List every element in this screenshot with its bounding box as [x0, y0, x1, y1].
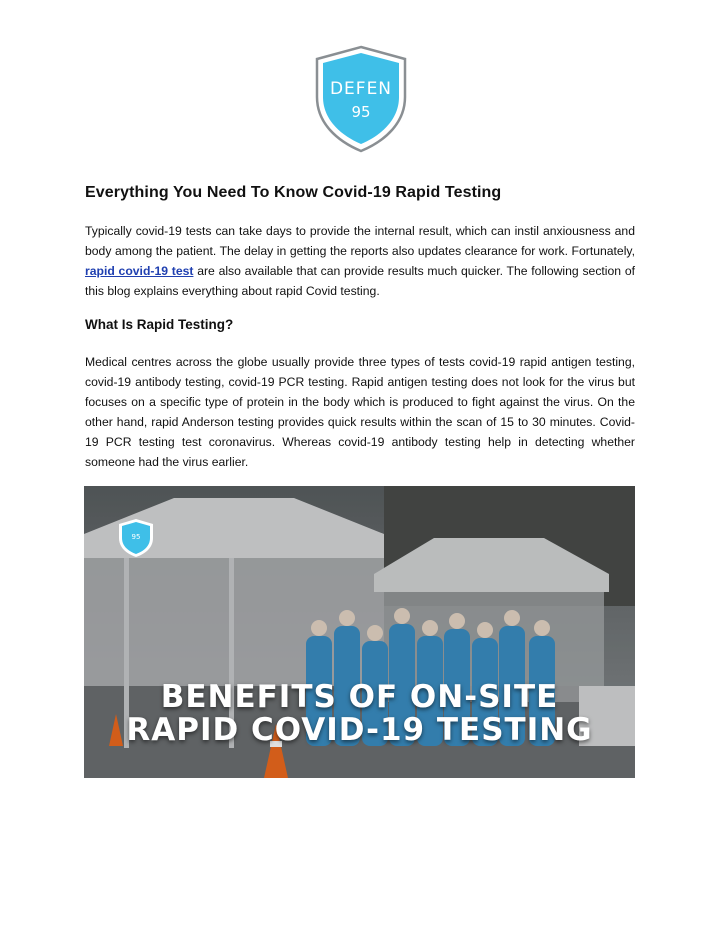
section-paragraph: Medical centres across the globe usually provide three types of tests covid-19 rapid antigen testing, covid-19 antibody testing, covid-19 PCR testing. Rapid antigen testing does not look for the virus but focuses on a specific type of protein in the body which is produced to fight against the virus. On the other hand, rapid Anderson testing provides quick results within the scan of 15 to 30 minutes. Covid-19 PCR testing test coronavirus. Whereas covid-19 antibody testing help in detecting whether someone had the virus earlier. [85, 355, 635, 469]
photo-logo-badge [118, 518, 154, 558]
article-photo [84, 486, 635, 778]
section-heading: What Is Rapid Testing? [85, 317, 234, 332]
intro-paragraph [85, 221, 635, 301]
logo-text-defen: DEFEN [329, 79, 393, 99]
banner-line-1: BENEFITS OF ON-SITE [160, 679, 559, 715]
shield-icon [313, 45, 409, 153]
badge-text: 95 [131, 533, 141, 541]
intro-text-before: Typically covid-19 tests can take days to provide the internal result, which can instil anxiousness and body among the patient. The delay in getting the reports also updates clearance for work. Fortunately, [85, 224, 635, 258]
intro-text-after: are also available that can provide results much quicker. The following section of this blog explains everything about rapid Covid testing. [85, 264, 635, 298]
banner-line-2: RAPID COVID-19 TESTING [126, 712, 593, 748]
article-title: Everything You Need To Know Covid-19 Rapid Testing [85, 184, 502, 201]
defen95-logo [313, 45, 409, 153]
rapid-test-link[interactable]: rapid covid-19 test [85, 264, 194, 278]
logo-text-95: 95 [351, 103, 371, 121]
